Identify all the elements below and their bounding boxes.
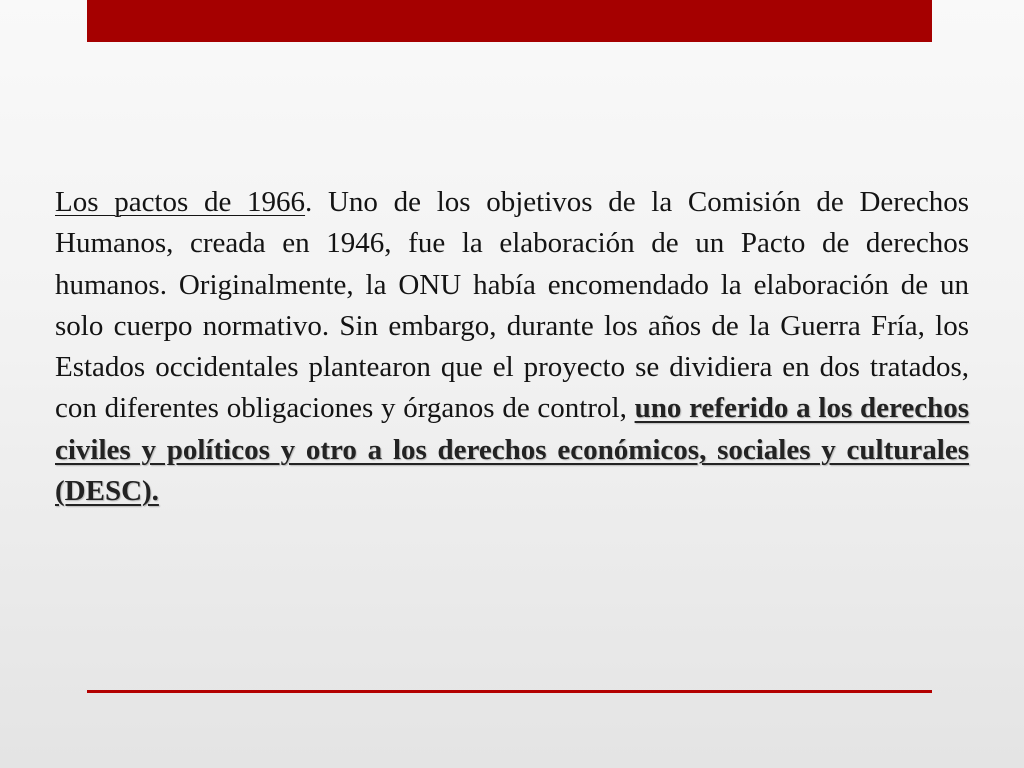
emphasized-text: uno referido a los derechos civiles y políticos y otro a los derechos económicos, sociales y culturales (DESC). (55, 392, 969, 508)
top-accent-bar (87, 0, 932, 42)
slide-body-paragraph (55, 182, 969, 512)
lead-phrase: Los pactos de 1966 (55, 186, 306, 218)
bottom-divider-line (87, 690, 932, 693)
body-text: . Uno de los objetivos de la Comisión de Derechos Humanos, creada en 1946, fue la elaboración de un Pacto de derechos humanos. Originalmente, la ONU había encomendado la elaboración de un solo cuerpo normativo. Sin embargo, durante los años de la Guerra Fría, los Estados occidentales plantearon que el proyecto se dividiera en dos tratados, con diferentes obligaciones y órganos de control, (55, 186, 969, 425)
